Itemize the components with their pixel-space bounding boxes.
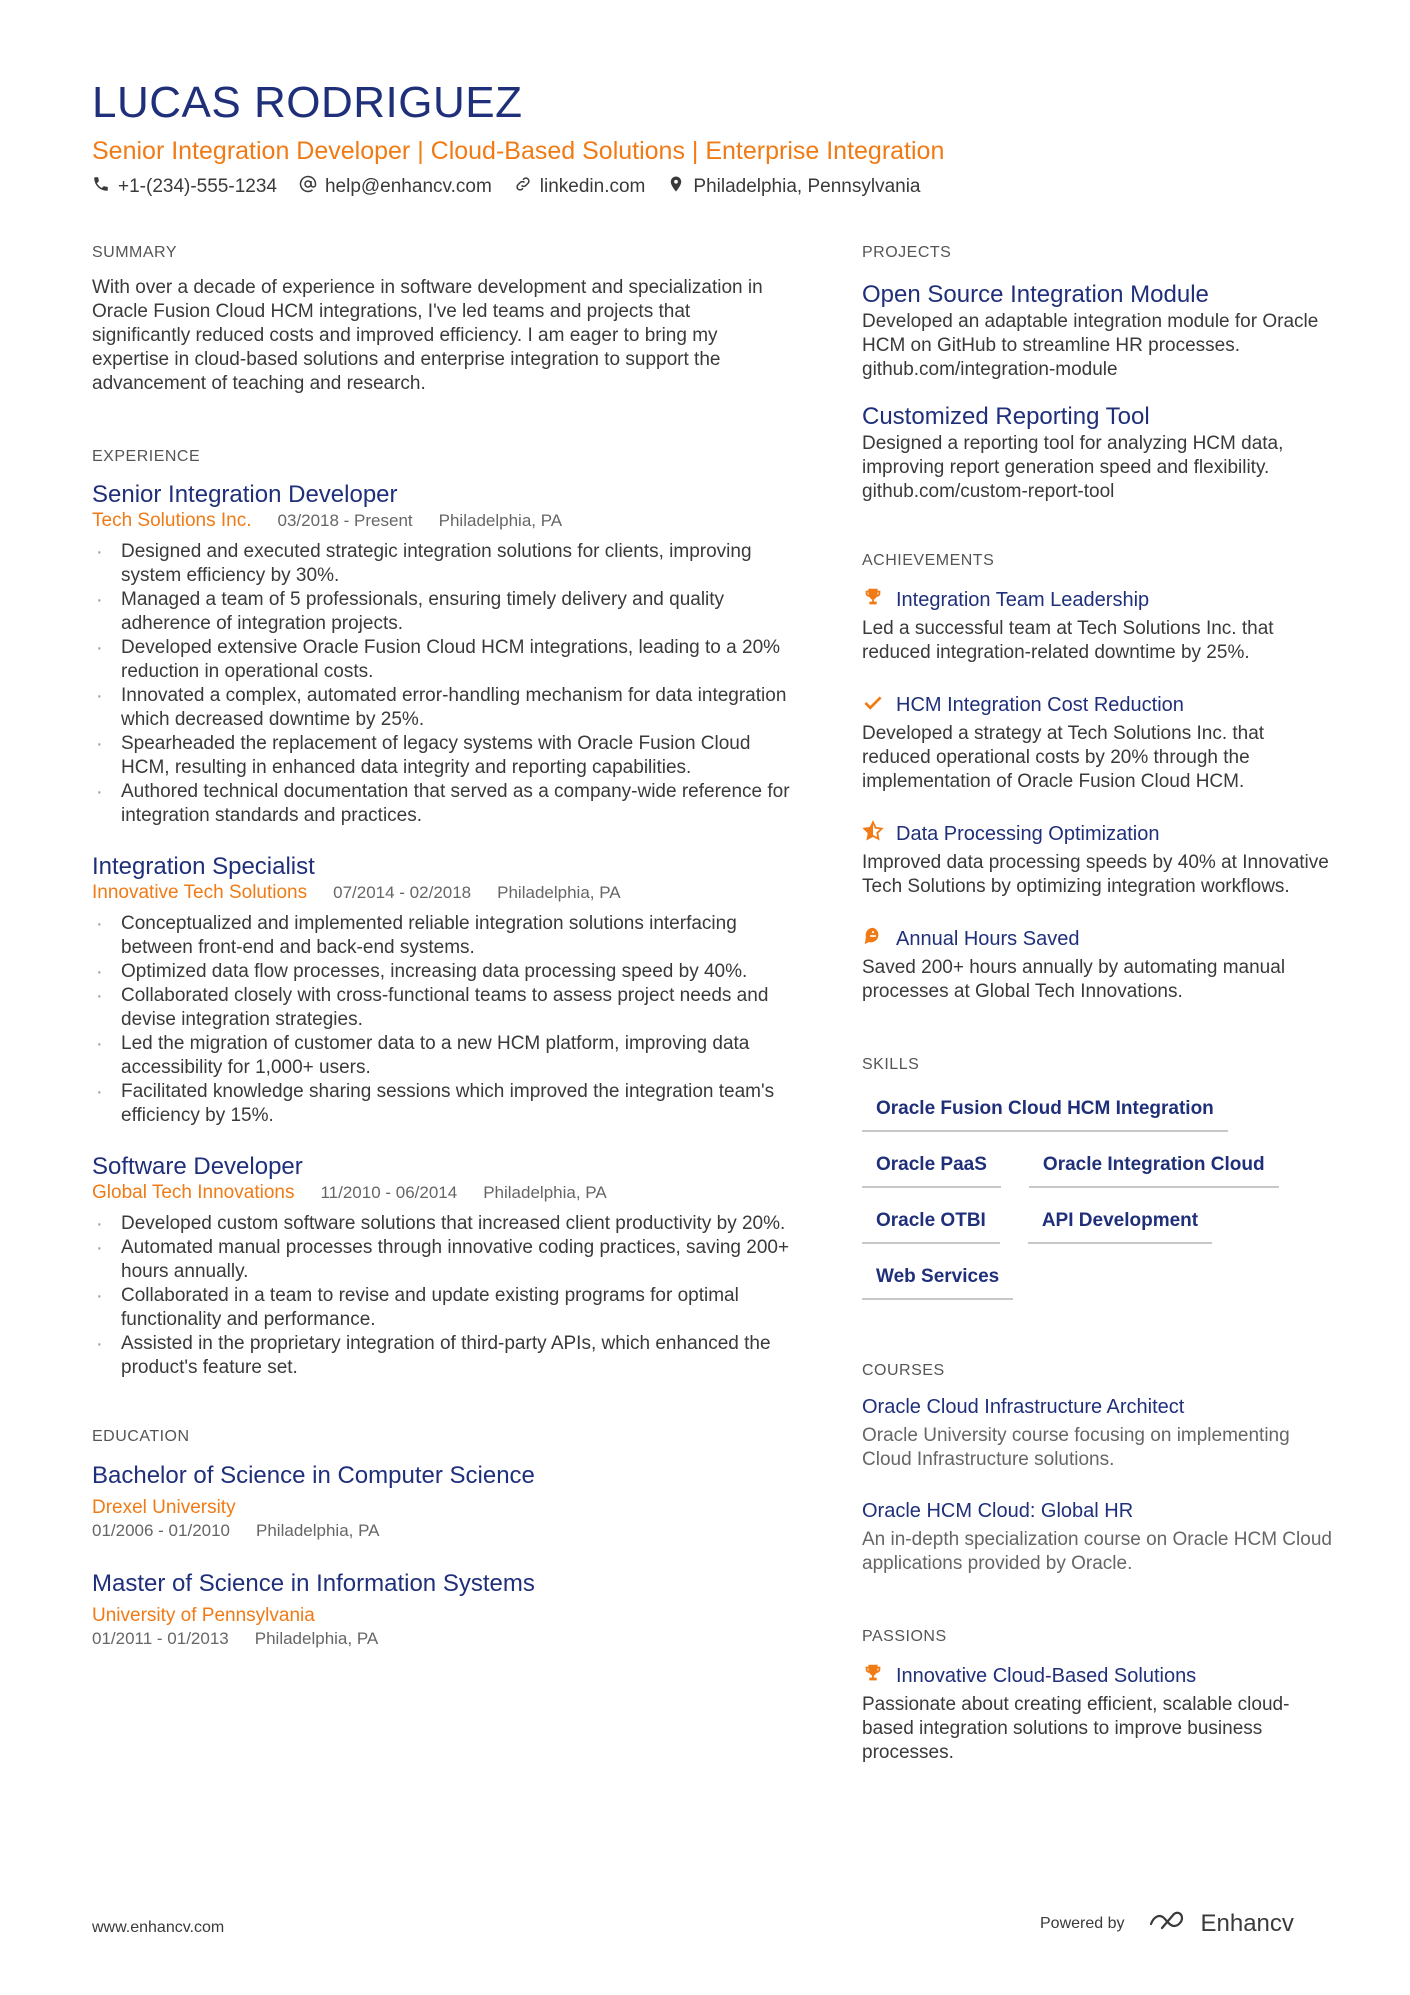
education-entry xyxy=(92,1568,792,1650)
job-bullets xyxy=(92,912,792,1128)
passion-header xyxy=(862,1662,1332,1689)
school-name: University of Pennsylvania xyxy=(92,1605,315,1626)
summary-text: With over a decade of experience in software development and specialization in Oracle Fusion Cloud HCM integrations, I've led teams and projects that significantly reduced costs and improved efficiency. I am eager to bring my expertise in cloud-based solutions and enterprise integration to support the advancement of teaching and research. xyxy=(92,277,763,394)
skill-tag: Oracle OTBI xyxy=(862,1204,1000,1244)
job-location: Philadelphia, PA xyxy=(438,511,563,530)
job-entry xyxy=(92,852,792,1128)
job-location: Philadelphia, PA xyxy=(483,1183,607,1202)
job-title: Senior Integration Developer xyxy=(92,481,398,508)
enhancv-logo-icon xyxy=(1147,1908,1193,1939)
job-bullet: · Collaborated in a team to revise and update existing programs for optimal functionality and performance. xyxy=(92,1284,792,1332)
skills-section xyxy=(862,1056,1332,1300)
achievements-section xyxy=(862,552,1332,1004)
education-meta xyxy=(92,1520,792,1542)
skill-tag: Oracle Integration Cloud xyxy=(1029,1148,1279,1188)
job-title: Software Developer xyxy=(92,1153,303,1180)
powered-by-label: Powered by xyxy=(1040,1914,1125,1932)
education-dates: 01/2011 - 01/2013 xyxy=(92,1629,229,1648)
job-bullet: · Automated manual processes through innovative coding practices, saving 200+ hours annually. xyxy=(92,1236,792,1284)
linkedin-text: linkedin.com xyxy=(539,176,646,197)
job-company: Tech Solutions Inc. xyxy=(92,510,252,531)
achievement-title: HCM Integration Cost Reduction xyxy=(896,693,1184,716)
contact-phone[interactable] xyxy=(92,175,277,199)
achievement-entry xyxy=(862,586,1332,665)
trophy-icon xyxy=(862,1662,884,1689)
achievement-header xyxy=(862,691,1332,718)
location-text: Philadelphia, Pennsylvania xyxy=(693,176,921,197)
education-dates: 01/2006 - 01/2010 xyxy=(92,1521,231,1540)
piggy-bank-icon xyxy=(862,925,884,952)
skills-list xyxy=(862,1092,1332,1300)
skill-tag: API Development xyxy=(1028,1204,1212,1244)
achievement-entry xyxy=(862,691,1332,794)
passion-entry xyxy=(862,1662,1332,1765)
job-meta xyxy=(92,510,792,532)
education-heading: EDUCATION xyxy=(92,1428,190,1445)
job-dates: 03/2018 - Present xyxy=(277,511,413,530)
job-meta xyxy=(92,1182,792,1204)
job-bullet: · Assisted in the proprietary integration of third-party APIs, which enhanced the product's feature set. xyxy=(92,1332,792,1380)
job-bullets xyxy=(92,540,792,828)
job-bullets xyxy=(92,1212,792,1380)
passion-description: Passionate about creating efficient, scalable cloud-based integration solutions to improve business processes. xyxy=(862,1694,1290,1763)
course-entry xyxy=(862,1498,1332,1576)
job-bullet: · Facilitated knowledge sharing sessions which improved the integration team's efficiency by 15%. xyxy=(92,1080,792,1128)
achievement-header xyxy=(862,925,1332,952)
job-bullet: · Developed custom software solutions that increased client productivity by 20%. xyxy=(92,1212,792,1236)
job-dates: 11/2010 - 06/2014 xyxy=(320,1183,458,1202)
email-text: help@enhancv.com xyxy=(324,176,492,197)
job-meta xyxy=(92,882,792,904)
course-title: Oracle HCM Cloud: Global HR xyxy=(862,1500,1134,1522)
job-company: Global Tech Innovations xyxy=(92,1182,295,1203)
education-meta xyxy=(92,1628,792,1650)
achievement-header xyxy=(862,586,1332,613)
star-icon xyxy=(862,820,884,847)
education-entry xyxy=(92,1460,792,1542)
passions-heading: PASSIONS xyxy=(862,1628,947,1645)
education-location: Philadelphia, PA xyxy=(254,1629,379,1648)
at-icon xyxy=(299,175,317,199)
location-pin-icon xyxy=(667,175,685,199)
achievement-title: Data Processing Optimization xyxy=(896,822,1160,845)
contact-linkedin[interactable] xyxy=(514,175,646,199)
job-bullet: · Designed and executed strategic integration solutions for clients, improving system efficiency by 30%. xyxy=(92,540,792,588)
course-entry xyxy=(862,1394,1332,1472)
job-title: Integration Specialist xyxy=(92,853,315,880)
project-entry xyxy=(862,402,1332,504)
projects-heading: PROJECTS xyxy=(862,244,952,261)
job-location: Philadelphia, PA xyxy=(497,883,621,902)
phone-icon xyxy=(92,175,110,199)
contact-bar xyxy=(92,175,921,199)
school-name: Drexel University xyxy=(92,1497,236,1518)
job-bullet: · Conceptualized and implemented reliable integration solutions interfacing between front-end and back-end systems. xyxy=(92,912,792,960)
passions-section xyxy=(862,1628,1332,1765)
degree-title: Master of Science in Information Systems xyxy=(92,1570,535,1597)
project-title: Customized Reporting Tool xyxy=(862,403,1150,430)
project-title: Open Source Integration Module xyxy=(862,281,1209,308)
skills-heading: SKILLS xyxy=(862,1056,920,1073)
checkmark-icon xyxy=(862,691,884,718)
achievement-header xyxy=(862,820,1332,847)
experience-heading: EXPERIENCE xyxy=(92,448,201,465)
summary-heading: SUMMARY xyxy=(92,244,177,261)
achievement-description: Improved data processing speeds by 40% at Innovative Tech Solutions by optimizing integration workflows. xyxy=(862,852,1329,897)
job-bullet: · Led the migration of customer data to a new HCM platform, improving data accessibility for 1,000+ users. xyxy=(92,1032,792,1080)
project-description: Designed a reporting tool for analyzing HCM data, improving report generation speed and flexibility. github.com/custom-report-tool xyxy=(862,433,1284,502)
experience-section xyxy=(92,448,792,1380)
right-column xyxy=(862,244,1332,1765)
job-bullet: · Developed extensive Oracle Fusion Cloud HCM integrations, leading to a 20% reduction in operational costs. xyxy=(92,636,792,684)
project-description: Developed an adaptable integration module for Oracle HCM on GitHub to streamline HR processes. github.com/integration-module xyxy=(862,311,1319,380)
headline: Senior Integration Developer | Cloud-Based Solutions | Enterprise Integration xyxy=(92,137,945,165)
education-section xyxy=(92,1428,792,1650)
passion-title: Innovative Cloud-Based Solutions xyxy=(896,1664,1197,1687)
education-location: Philadelphia, PA xyxy=(256,1521,380,1540)
job-bullet: · Managed a team of 5 professionals, ensuring timely delivery and quality adherence of integration projects. xyxy=(92,588,792,636)
achievement-description: Led a successful team at Tech Solutions Inc. that reduced integration-related downtime by 25%. xyxy=(862,618,1274,663)
courses-section xyxy=(862,1362,1332,1576)
enhancv-logo xyxy=(1147,1908,1294,1939)
course-title: Oracle Cloud Infrastructure Architect xyxy=(862,1396,1185,1418)
enhancv-brand-text: Enhancv xyxy=(1200,1909,1294,1937)
achievements-heading: ACHIEVEMENTS xyxy=(862,552,995,569)
job-company: Innovative Tech Solutions xyxy=(92,882,308,903)
achievement-description: Developed a strategy at Tech Solutions Inc. that reduced operational costs by 20% through the implementation of Oracle Fusion Cloud HCM. xyxy=(862,723,1265,792)
footer-branding[interactable] xyxy=(1040,1908,1294,1939)
course-description: An in-depth specialization course on Oracle HCM Cloud applications provided by Oracle. xyxy=(862,1529,1332,1574)
trophy-icon xyxy=(862,586,884,613)
achievement-title: Annual Hours Saved xyxy=(896,927,1080,950)
job-entry xyxy=(92,480,792,828)
skill-tag: Oracle PaaS xyxy=(862,1148,1001,1188)
candidate-name: LUCAS RODRIGUEZ xyxy=(92,78,523,127)
link-icon xyxy=(514,175,532,199)
achievement-description: Saved 200+ hours annually by automating manual processes at Global Tech Innovations. xyxy=(862,957,1286,1002)
skill-tag: Web Services xyxy=(862,1260,1013,1300)
achievement-title: Integration Team Leadership xyxy=(896,588,1150,611)
job-bullet: · Optimized data flow processes, increasing data processing speed by 40%. xyxy=(92,960,792,984)
job-entry xyxy=(92,1152,792,1380)
left-column xyxy=(92,244,792,1650)
contact-location xyxy=(667,175,920,199)
project-entry xyxy=(862,280,1332,382)
job-dates: 07/2014 - 02/2018 xyxy=(333,883,472,902)
contact-email[interactable] xyxy=(299,175,492,199)
summary-section xyxy=(92,244,792,396)
degree-title: Bachelor of Science in Computer Science xyxy=(92,1462,535,1489)
job-bullet: · Innovated a complex, automated error-handling mechanism for data integration which decreased downtime by 25%. xyxy=(92,684,792,732)
footer-website[interactable]: www.enhancv.com xyxy=(92,1919,225,1936)
job-bullet: · Spearheaded the replacement of legacy systems with Oracle Fusion Cloud HCM, resulting in enhanced data integrity and reporting capabilities. xyxy=(92,732,792,780)
job-bullet: · Collaborated closely with cross-functional teams to assess project needs and devise integration strategies. xyxy=(92,984,792,1032)
skill-tag: Oracle Fusion Cloud HCM Integration xyxy=(862,1092,1228,1132)
courses-heading: COURSES xyxy=(862,1362,945,1379)
projects-section xyxy=(862,244,1332,504)
achievement-entry xyxy=(862,925,1332,1004)
achievement-entry xyxy=(862,820,1332,899)
course-description: Oracle University course focusing on implementing Cloud Infrastructure solutions. xyxy=(862,1425,1290,1470)
phone-text: +1-(234)-555-1234 xyxy=(118,176,277,197)
job-bullet: · Authored technical documentation that served as a company-wide reference for integration standards and practices. xyxy=(92,780,792,828)
